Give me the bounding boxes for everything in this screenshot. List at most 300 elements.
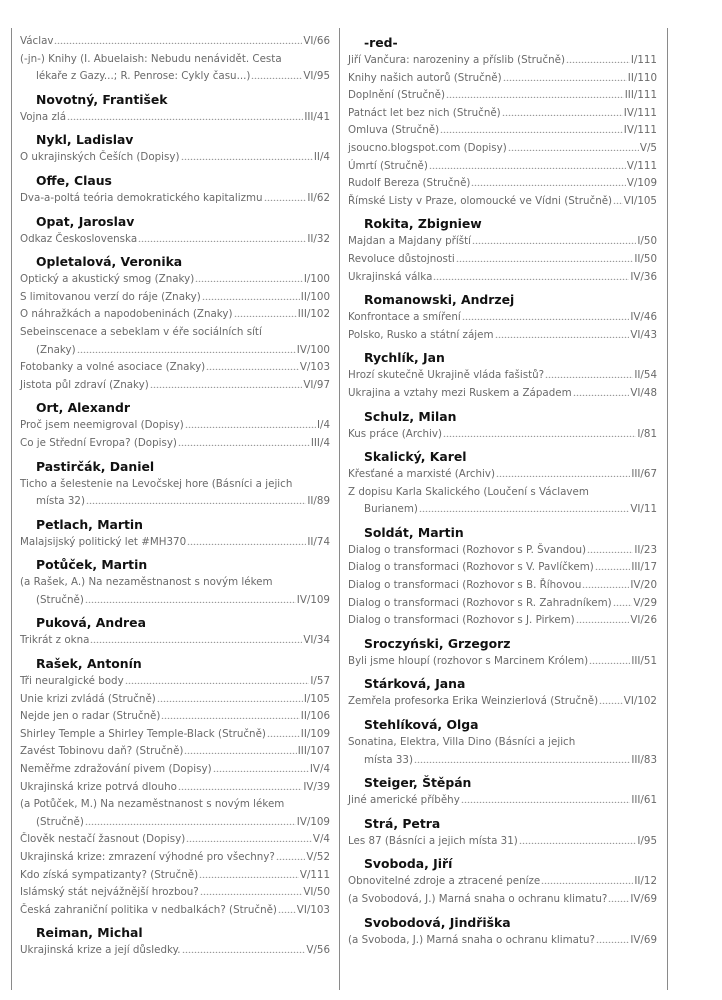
dot-leader — [85, 815, 296, 825]
index-entry — [348, 251, 657, 269]
entry-line — [348, 752, 657, 770]
dot-leader — [462, 310, 630, 320]
entry-page-ref: VI/26 — [630, 614, 657, 627]
dot-leader — [150, 378, 303, 388]
index-entry — [20, 359, 330, 377]
index-entry — [20, 942, 330, 960]
entry-line — [20, 592, 330, 610]
entry-title: Dialog o transformaci (Rozhovor s P. Švandou) — [348, 543, 586, 556]
entry-title: (a Svoboda, J.) Marná snaha o ochranu klimatu? — [348, 933, 596, 946]
author-heading: Steiger, Štěpán — [364, 775, 472, 791]
dot-leader — [90, 633, 302, 643]
entry-line — [20, 51, 330, 69]
entry-line — [348, 175, 657, 193]
dot-leader — [613, 194, 623, 204]
dot-leader — [161, 709, 299, 719]
index-entry — [20, 306, 330, 324]
author-heading: Nykl, Ladislav — [36, 132, 134, 148]
entry-title: Křesťané a marxisté (Archiv) — [348, 468, 496, 481]
dot-leader — [502, 106, 623, 116]
dot-leader — [206, 360, 299, 370]
index-entry — [348, 542, 657, 560]
entry-line — [348, 122, 657, 140]
entry-line — [348, 653, 657, 671]
index-entry — [20, 867, 330, 885]
left-border-rule — [11, 28, 12, 990]
entry-page-ref: II/12 — [634, 875, 657, 888]
entry-page-ref: II/50 — [634, 252, 657, 265]
dot-leader — [443, 427, 636, 437]
index-entry — [348, 891, 657, 909]
entry-line — [20, 324, 330, 342]
author-heading: Rokita, Zbigniew — [364, 216, 482, 232]
index-entry — [20, 109, 330, 127]
entry-page-ref: V/111 — [626, 159, 657, 172]
entry-line — [348, 559, 657, 577]
entry-line — [348, 595, 657, 613]
author-heading: Potůček, Martin — [36, 557, 148, 573]
index-entry — [20, 574, 330, 609]
index-entry — [20, 51, 330, 86]
index-entry — [20, 190, 330, 208]
entry-line — [20, 109, 330, 127]
dot-leader — [519, 834, 637, 844]
entry-title: Malajsijský politický let #MH370 — [20, 535, 187, 548]
entry-page-ref: III/67 — [631, 468, 657, 481]
entry-line — [20, 306, 330, 324]
entry-line — [348, 158, 657, 176]
dot-leader — [181, 150, 313, 160]
entry-line — [348, 52, 657, 70]
entry-page-ref: III/111 — [624, 89, 657, 102]
dot-leader — [186, 832, 312, 842]
entry-title: Jiné americké příběhy — [348, 794, 460, 807]
entry-title: Zemřela profesorka Erika Weinzierlová (Stručně) — [348, 695, 599, 708]
entry-title: Rudolf Bereza (Stručně) — [348, 177, 471, 190]
index-entry — [20, 831, 330, 849]
entry-page-ref: II/89 — [307, 495, 330, 508]
entry-page-ref: I/57 — [310, 675, 330, 688]
index-entry — [20, 673, 330, 691]
dot-leader — [582, 578, 629, 588]
entry-title: (Stručně) — [36, 593, 84, 606]
author-heading: Reiman, Michal — [36, 925, 143, 941]
dot-leader — [471, 176, 625, 186]
entry-title: O náhražkách a napodobeninách (Znaky) — [20, 308, 233, 321]
entry-title: místa 33) — [364, 753, 413, 766]
dot-leader — [566, 53, 630, 63]
entry-title: Ukrajinská válka — [348, 270, 433, 283]
dot-leader — [495, 328, 630, 338]
dot-leader — [587, 543, 633, 553]
entry-title: Odkaz Československa — [20, 232, 138, 245]
author-heading: Petlach, Martin — [36, 516, 143, 532]
entry-page-ref: IV/109 — [296, 815, 330, 828]
index-entry — [348, 193, 657, 211]
entry-title: (Stručně) — [36, 815, 84, 828]
entry-title: Polsko, Rusko a státní zájem — [348, 328, 494, 341]
dot-leader — [440, 123, 623, 133]
entry-line — [348, 233, 657, 251]
dot-leader — [414, 753, 630, 763]
dot-leader — [125, 674, 310, 684]
dot-leader — [54, 34, 302, 44]
entry-line — [348, 269, 657, 287]
entry-page-ref: II/110 — [627, 71, 657, 84]
entry-title: Z dopisu Karla Skalického (Loučení s Václavem — [348, 485, 589, 498]
entry-title: Dialog o transformaci (Rozhovor s V. Pavlíčkem) — [348, 561, 594, 574]
entry-line — [348, 193, 657, 211]
entry-title: Islámský stát nejvážnější hrozbou? — [20, 886, 199, 899]
entry-line — [20, 796, 330, 814]
dot-leader — [573, 386, 630, 396]
entry-title: Ukrajinská krize: zmrazení výhodné pro všechny? — [20, 851, 275, 863]
index-entry — [348, 693, 657, 711]
entry-line — [20, 33, 330, 51]
entry-title: (a Rašek, A.) Na nezaměstnanost s novým lékem — [20, 576, 273, 589]
entry-page-ref: VI/50 — [303, 886, 330, 899]
index-column-left — [20, 33, 330, 960]
entry-title: Člověk nestačí žasnout (Dopisy) — [20, 833, 186, 846]
entry-page-ref: V/111 — [299, 868, 330, 881]
index-entry — [348, 327, 657, 345]
index-entry — [348, 612, 657, 630]
entry-title: (Znaky) — [36, 343, 76, 356]
entry-line — [20, 359, 330, 377]
entry-page-ref: IV/46 — [630, 311, 657, 324]
entry-page-ref: II/32 — [307, 232, 330, 245]
author-heading: Opletalová, Veronika — [36, 254, 183, 270]
author-heading: Offe, Claus — [36, 172, 112, 188]
entry-title: Doplnění (Stručně) — [348, 89, 446, 102]
author-heading: Skalický, Karel — [364, 449, 467, 465]
entry-page-ref: II/106 — [300, 710, 330, 723]
dot-leader — [77, 343, 296, 353]
entry-title: Václav — [20, 35, 54, 47]
dot-leader — [178, 780, 302, 790]
entry-line — [20, 761, 330, 779]
entry-title: Ukrajina a vztahy mezi Ruskem a Západem — [348, 386, 572, 399]
entry-page-ref: I/100 — [303, 273, 330, 286]
author-heading: -red- — [364, 35, 398, 50]
entry-page-ref: V/29 — [633, 596, 657, 609]
entry-line — [20, 867, 330, 885]
entry-page-ref: IV/109 — [296, 593, 330, 606]
index-entry — [348, 577, 657, 595]
entry-line — [348, 87, 657, 105]
entry-title: Sonatina, Elektra, Villa Dino (Básníci a jejich — [348, 736, 576, 749]
entry-title: Obnovitelné zdroje a ztracené peníze — [348, 875, 541, 888]
entry-page-ref: III/51 — [631, 654, 657, 667]
dot-leader — [596, 933, 629, 943]
dot-leader — [86, 494, 306, 504]
entry-title: Byli jsme hloupí (rozhovor s Marcinem Królem) — [348, 654, 589, 667]
entry-line — [20, 849, 330, 867]
index-entry — [20, 761, 330, 779]
entry-title: Omluva (Stručně) — [348, 124, 440, 137]
index-entry — [348, 873, 657, 891]
entry-line — [20, 814, 330, 832]
entry-page-ref: IV/69 — [630, 933, 657, 946]
entry-line — [348, 577, 657, 595]
entry-page-ref: I/95 — [637, 834, 657, 847]
author-heading: Soldát, Martin — [364, 524, 464, 540]
entry-page-ref: IV/20 — [630, 579, 657, 592]
index-entry — [20, 779, 330, 797]
dot-leader — [213, 762, 309, 772]
entry-page-ref: VI/48 — [630, 386, 657, 399]
entry-line — [20, 708, 330, 726]
entry-page-ref: III/61 — [631, 794, 657, 807]
entry-line — [20, 435, 330, 453]
index-entry — [20, 849, 330, 867]
index-entry — [20, 743, 330, 761]
entry-line — [20, 902, 330, 920]
index-entry — [20, 33, 330, 51]
author-heading: Puková, Andrea — [36, 615, 146, 631]
entry-title: Ukrajinská krize potrvá dlouho — [20, 780, 177, 793]
entry-title: Revoluce důstojnosti — [348, 252, 455, 265]
entry-title: Úmrtí (Stručně) — [348, 159, 428, 172]
entry-title: Knihy našich autorů (Stručně) — [348, 71, 502, 84]
entry-page-ref: III/41 — [304, 110, 330, 123]
entry-page-ref: VI/103 — [296, 903, 330, 916]
entry-title: Hrozí skutečně Ukrajině vláda fašistů? — [348, 369, 545, 382]
entry-title: Česká zahraniční politika v nedbalkách? (Stručně) — [20, 903, 277, 916]
entry-line — [20, 68, 330, 86]
entry-line — [20, 190, 330, 208]
entry-title: (-jn-) Knihy (I. Abuelaish: Nebudu nenávidět. Cesta — [20, 52, 282, 65]
entry-line — [20, 271, 330, 289]
dot-leader — [613, 596, 633, 606]
entry-line — [20, 884, 330, 902]
index-entry — [20, 417, 330, 435]
entry-page-ref: III/83 — [631, 753, 657, 766]
index-entry — [348, 833, 657, 851]
entry-title: Unie krizi zvládá (Stručně) — [20, 692, 156, 705]
dot-leader — [187, 535, 306, 545]
entry-title: (a Potůček, M.) Na nezaměstnanost s novým lékem — [20, 798, 285, 811]
entry-title: Les 87 (Básníci a jejich místa 31) — [348, 834, 518, 847]
index-entry — [348, 559, 657, 577]
index-entry — [348, 309, 657, 327]
dot-leader — [576, 613, 630, 623]
entry-title: Shirley Temple a Shirley Temple-Black (Stručně) — [20, 727, 266, 740]
author-heading: Opat, Jaroslav — [36, 213, 135, 229]
entry-line — [348, 327, 657, 345]
entry-page-ref: IV/111 — [623, 124, 657, 137]
entry-line — [348, 251, 657, 269]
index-entry — [20, 632, 330, 650]
author-heading: Romanowski, Andrzej — [364, 292, 515, 308]
dot-leader — [503, 71, 627, 81]
entry-page-ref: II/62 — [307, 191, 330, 204]
entry-page-ref: IV/69 — [630, 893, 657, 905]
entry-page-ref: V/103 — [299, 361, 330, 374]
index-entry — [348, 367, 657, 385]
index-entry — [348, 466, 657, 484]
author-heading: Sroczyński, Grzegorz — [364, 635, 511, 651]
author-heading: Rychlík, Jan — [364, 350, 445, 366]
entry-title: Ukrajinská krize a její důsledky. — [20, 944, 181, 957]
author-heading: Strá, Petra — [364, 815, 441, 831]
dot-leader — [199, 868, 299, 878]
entry-line — [20, 231, 330, 249]
dot-leader — [138, 232, 306, 242]
entry-title: lékaře z Gazy...; R. Penrose: Cykly času...) — [36, 70, 251, 83]
index-entry — [20, 149, 330, 167]
dot-leader — [545, 368, 633, 378]
entry-line — [20, 831, 330, 849]
author-heading: Novotný, František — [36, 91, 168, 107]
entry-title: Sebeinscenace a sebeklam v éře sociálních sítí — [20, 325, 262, 338]
entry-line — [20, 342, 330, 360]
entry-title: Vojna zlá — [20, 110, 67, 123]
index-entry — [348, 175, 657, 193]
entry-page-ref: IV/4 — [309, 763, 330, 776]
entry-line — [20, 779, 330, 797]
entry-line — [20, 476, 330, 494]
entry-title: Konfrontace a smíření — [348, 311, 461, 324]
index-entry — [20, 691, 330, 709]
dot-leader — [608, 892, 629, 902]
entry-line — [348, 693, 657, 711]
entry-page-ref: VI/102 — [623, 695, 657, 708]
entry-title: Patnáct let bez nich (Stručně) — [348, 106, 501, 119]
index-entry — [348, 484, 657, 519]
dot-leader — [264, 191, 307, 201]
index-entry — [20, 271, 330, 289]
entry-title: (a Svobodová, J.) Marná snaha o ochranu klimatu? — [348, 893, 608, 905]
entry-page-ref: VI/66 — [303, 35, 330, 47]
entry-page-ref: VI/11 — [630, 503, 657, 516]
entry-page-ref: II/54 — [634, 369, 657, 382]
dot-leader — [541, 874, 633, 884]
entry-line — [348, 542, 657, 560]
index-entry — [20, 884, 330, 902]
entry-title: Co je Střední Evropa? (Dopisy) — [20, 436, 177, 449]
index-entry — [20, 534, 330, 552]
dot-leader — [195, 272, 303, 282]
entry-title: jsoucno.blogspot.com (Dopisy) — [348, 141, 507, 154]
entry-line — [348, 873, 657, 891]
entry-line — [348, 105, 657, 123]
entry-line — [348, 792, 657, 810]
entry-title: Dialog o transformaci (Rozhovor s J. Pirkem) — [348, 614, 575, 627]
dot-leader — [446, 88, 624, 98]
dot-leader — [433, 270, 629, 280]
entry-page-ref: II/100 — [300, 290, 330, 303]
entry-line — [20, 574, 330, 592]
entry-line — [20, 377, 330, 395]
entry-line — [348, 309, 657, 327]
entry-line — [348, 612, 657, 630]
entry-line — [20, 673, 330, 691]
dot-leader — [599, 694, 623, 704]
entry-page-ref: VI/97 — [303, 378, 330, 391]
entry-page-ref: VI/105 — [623, 194, 657, 207]
entry-line — [20, 942, 330, 960]
entry-title: Kus práce (Archiv) — [348, 427, 442, 440]
entry-line — [348, 70, 657, 88]
dot-leader — [595, 560, 631, 570]
author-heading: Stehlíková, Olga — [364, 717, 479, 733]
dot-leader — [85, 593, 296, 603]
index-entry — [348, 792, 657, 810]
dot-leader — [456, 252, 634, 262]
entry-page-ref: I/81 — [637, 427, 657, 440]
entry-title: Neměřme zdražování pivem (Dopisy) — [20, 763, 212, 776]
dot-leader — [276, 850, 306, 860]
index-entry — [20, 231, 330, 249]
entry-page-ref: I/50 — [637, 235, 657, 248]
index-entry — [348, 87, 657, 105]
entry-line — [20, 149, 330, 167]
entry-line — [348, 932, 657, 950]
entry-title: Zavést Tobinovu daň? (Stručně) — [20, 745, 184, 758]
dot-leader — [461, 793, 631, 803]
index-entry — [20, 324, 330, 359]
index-entry — [20, 435, 330, 453]
dot-leader — [184, 744, 296, 754]
entry-page-ref: II/4 — [313, 151, 330, 164]
index-entry — [348, 426, 657, 444]
author-heading: Pastirčák, Daniel — [36, 458, 155, 474]
entry-line — [348, 466, 657, 484]
entry-line — [20, 534, 330, 552]
entry-page-ref: II/23 — [634, 543, 657, 556]
index-entry — [348, 595, 657, 613]
entry-line — [348, 140, 657, 158]
entry-line — [348, 891, 657, 909]
index-entry — [348, 105, 657, 123]
author-heading: Svoboda, Jiří — [364, 856, 453, 872]
entry-title: Jiří Vančura: narozeniny a příslib (Stručně) — [348, 54, 565, 66]
entry-page-ref: I/4 — [316, 419, 330, 432]
entry-line — [348, 833, 657, 851]
entry-title: Dva-a-poltá teória demokratického kapitalizmu — [20, 191, 263, 204]
dot-leader — [278, 903, 296, 913]
index-entry — [20, 902, 330, 920]
entry-line — [348, 426, 657, 444]
index-entry — [348, 734, 657, 769]
dot-leader — [234, 307, 297, 317]
author-heading: Ort, Alexandr — [36, 400, 130, 416]
entry-line — [348, 385, 657, 403]
entry-title: Majdan a Majdany příští — [348, 235, 471, 248]
entry-title: Jistota půl zdraví (Znaky) — [20, 378, 149, 391]
entry-title: Proč jsem neemigroval (Dopisy) — [20, 419, 184, 432]
entry-page-ref: IV/111 — [623, 106, 657, 119]
entry-page-ref: V/109 — [626, 177, 657, 190]
entry-page-ref: IV/100 — [296, 343, 330, 356]
index-entry — [348, 385, 657, 403]
author-heading: Svobodová, Jindřiška — [364, 914, 511, 930]
dot-leader — [182, 943, 306, 953]
author-heading: Schulz, Milan — [364, 408, 457, 424]
entry-title: místa 32) — [36, 495, 85, 508]
entry-page-ref: V/5 — [639, 141, 657, 154]
entry-line — [348, 734, 657, 752]
dot-leader — [508, 141, 639, 151]
index-entry — [348, 269, 657, 287]
author-heading: Rašek, Antonín — [36, 656, 142, 672]
dot-leader — [178, 436, 310, 446]
entry-page-ref: III/102 — [297, 308, 330, 321]
entry-page-ref: I/105 — [303, 692, 330, 705]
index-entry — [20, 708, 330, 726]
entry-title: Nejde jen o radar (Stručně) — [20, 710, 161, 723]
